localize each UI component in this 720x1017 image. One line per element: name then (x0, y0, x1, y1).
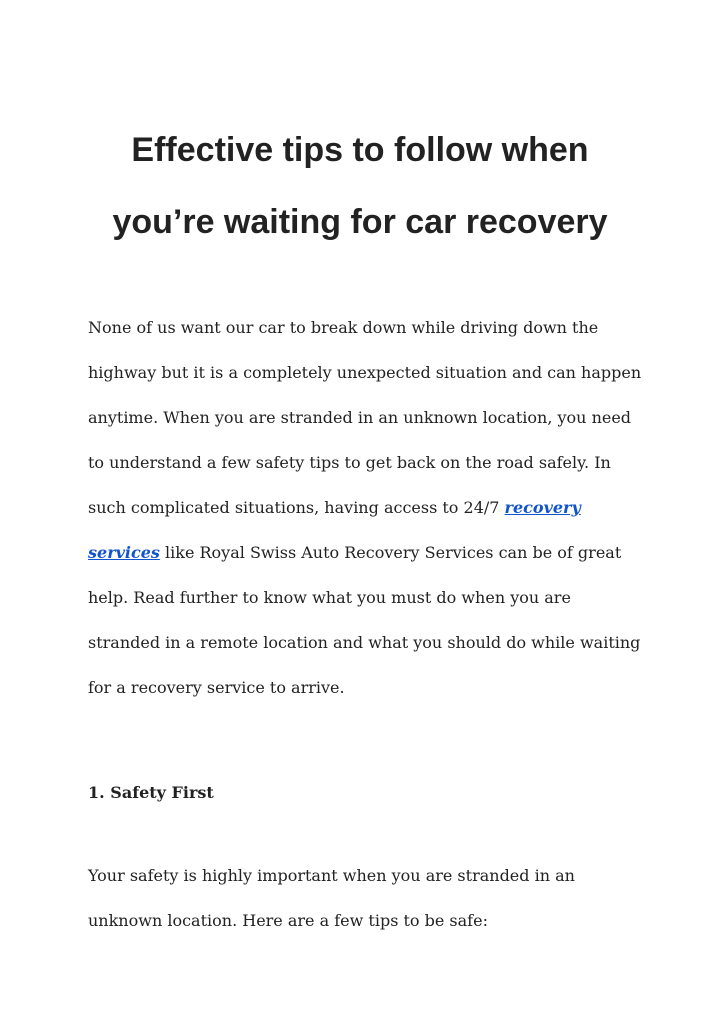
safety-line: unknown location. Here are a few tips to be safe: (88, 911, 488, 930)
intro-line: anytime. When you are stranded in an unknown location, you need (88, 408, 632, 427)
title-line-1: Effective tips to follow when (131, 131, 589, 169)
intro-line: help. Read further to know what you must do when you are (88, 588, 571, 607)
intro-line-with-link (88, 485, 632, 530)
intro-line: highway but it is a completely unexpected situation and can happen (88, 363, 642, 382)
intro-text: such complicated situations, having access to 24/7 (88, 498, 505, 517)
intro-paragraph (88, 305, 642, 710)
intro-line-with-link (88, 530, 632, 575)
page-title (88, 0, 632, 258)
recovery-services-link-part2[interactable]: services (88, 543, 160, 562)
intro-line: None of us want our car to break down while driving down the (88, 318, 599, 337)
intro-text: like Royal Swiss Auto Recovery Services can be of great (159, 543, 622, 562)
safety-line: Your safety is highly important when you are stranded in an (88, 866, 575, 885)
intro-line: for a recovery service to arrive. (88, 678, 345, 697)
intro-line: stranded in a remote location and what you should do while waiting (88, 633, 641, 652)
intro-line: to understand a few safety tips to get back on the road safely. In (88, 453, 611, 472)
title-line-2: you’re waiting for car recovery (112, 203, 608, 241)
recovery-services-link-part1[interactable]: recovery (504, 498, 581, 517)
section-heading-safety-first: 1. Safety First (88, 783, 214, 802)
safety-paragraph (88, 853, 632, 943)
